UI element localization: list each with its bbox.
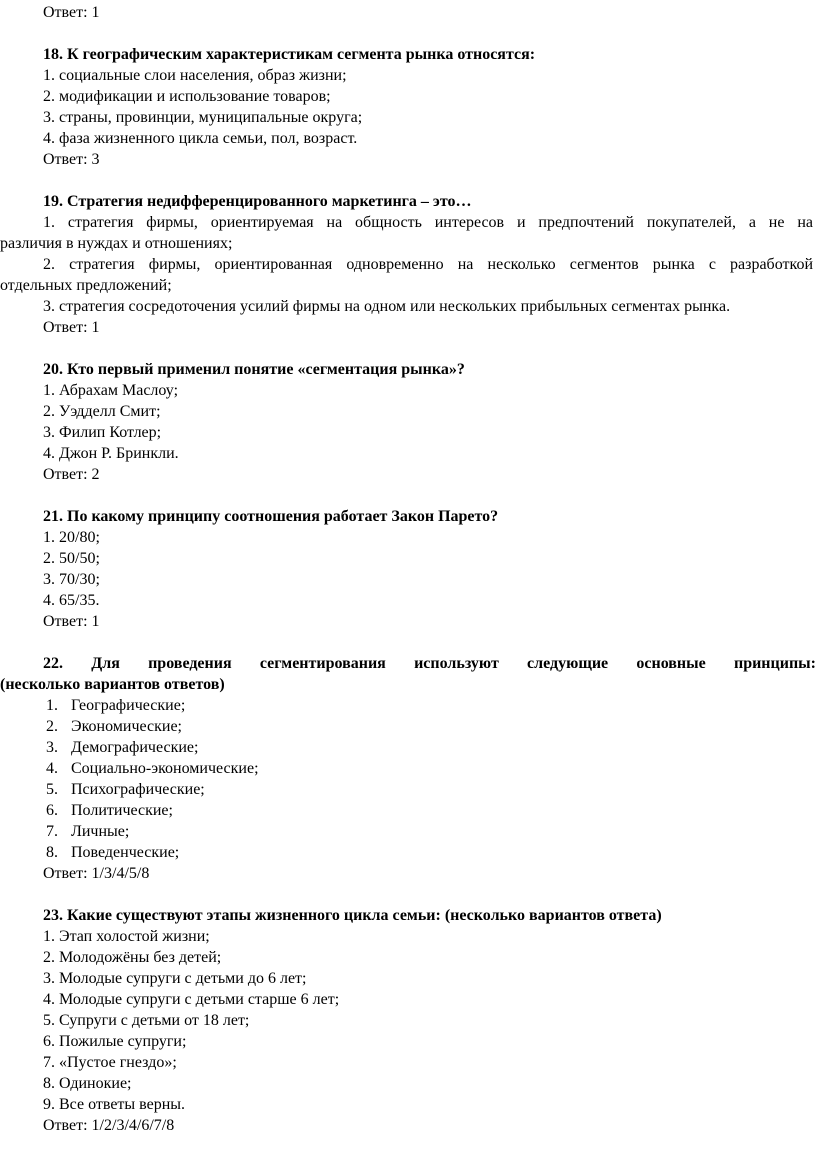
q22-option-2 [46, 716, 182, 737]
q23-title: 23. Какие существуют этапы жизненного цикла семьи: (несколько вариантов ответа) [43, 907, 662, 924]
q20-option-1: 1. Абрахам Маслоу; [43, 382, 179, 399]
q22-option-6-number: 6. [46, 802, 58, 819]
q22-option-7-text: Личные; [71, 823, 130, 840]
q21-option-1: 1. 20/80; [43, 529, 100, 546]
q23-option-8: 8. Одинокие; [43, 1075, 132, 1092]
q22-option-3 [46, 737, 198, 758]
q22-option-2-text: Экономические; [71, 718, 182, 735]
q21-option-3: 3. 70/30; [43, 571, 100, 588]
q22-option-1 [46, 695, 185, 716]
q18-option-1: 1. социальные слои населения, образ жизни; [43, 67, 347, 84]
q22-option-6 [46, 800, 173, 821]
q19-option-3: 3. стратегия сосредоточения усилий фирмы на одном или нескольких прибыльных сегментах рынка. [43, 298, 731, 315]
q18-title: 18. К географическим характеристикам сегмента рынка относятся: [43, 46, 536, 63]
q18-option-3: 3. страны, провинции, муниципальные округа; [43, 109, 363, 126]
q23-option-2: 2. Молодожёны без детей; [43, 949, 222, 966]
q20-title: 20. Кто первый применил понятие «сегментация рынка»? [43, 361, 465, 378]
q19-option-2-line-2: отдельных предложений; [0, 277, 172, 294]
q21-option-4: 4. 65/35. [43, 592, 100, 609]
q22-option-1-text: Географические; [71, 697, 186, 714]
q20-answer: Ответ: 2 [43, 466, 100, 483]
q23-option-9: 9. Все ответы верны. [43, 1096, 186, 1113]
q22-option-5 [46, 779, 205, 800]
q23-option-5: 5. Супруги с детьми от 18 лет; [43, 1012, 250, 1029]
q22-option-4-number: 4. [46, 760, 58, 777]
q17-answer: Ответ: 1 [43, 4, 100, 21]
q22-option-6-text: Политические; [71, 802, 173, 819]
q22-option-2-number: 2. [46, 718, 58, 735]
q19-title: Стратегия недифференцированного маркетинга – это… [67, 193, 472, 210]
q18-answer: Ответ: 3 [43, 151, 100, 168]
q22-option-8-number: 8. [46, 844, 58, 861]
q21-answer: Ответ: 1 [43, 613, 100, 630]
q19-title-line [43, 191, 471, 212]
q22-answer: Ответ: 1/3/4/5/8 [43, 865, 150, 882]
q19-option-1-line-2: различия в нуждах и отношениях; [0, 235, 233, 252]
q22-option-3-number: 3. [46, 739, 58, 756]
q21-title: 21. По какому принципу соотношения работает Закон Парето? [43, 508, 499, 525]
q20-option-3: 3. Филип Котлер; [43, 424, 162, 441]
q22-title-line-1: 22. Для проведения сегментирования используют следующие основные принципы: [43, 655, 816, 672]
q19-option-1-line-1: 1. стратегия фирмы, ориентируемая на общность интересов и предпочтений покупателей, а не на [43, 214, 813, 231]
q23-option-7: 7. «Пустое гнездо»; [43, 1054, 177, 1071]
q23-option-3: 3. Молодые супруги с детьми до 6 лет; [43, 970, 307, 987]
q20-option-4: 4. Джон Р. Бринкли. [43, 445, 179, 462]
q21-option-2: 2. 50/50; [43, 550, 100, 567]
q18-option-2: 2. модификации и использование товаров; [43, 88, 331, 105]
q22-option-4-text: Социально-экономические; [71, 760, 259, 777]
q23-option-1: 1. Этап холостой жизни; [43, 928, 210, 945]
q19-answer: Ответ: 1 [43, 319, 100, 336]
q23-option-4: 4. Молодые супруги с детьми старше 6 лет; [43, 991, 340, 1008]
q22-option-5-text: Психографические; [71, 781, 205, 798]
q22-option-3-text: Демографические; [71, 739, 199, 756]
q18-option-4: 4. фаза жизненного цикла семьи, пол, возраст. [43, 130, 358, 147]
q22-option-1-number: 1. [46, 697, 58, 714]
q19-number: 19. [43, 193, 63, 210]
q22-option-5-number: 5. [46, 781, 58, 798]
q19-option-2-line-1: 2. стратегия фирмы, ориентированная одновременно на несколько сегментов рынка с разработкой [43, 256, 813, 273]
q23-option-6: 6. Пожилые супруги; [43, 1033, 187, 1050]
q22-option-8 [46, 842, 179, 863]
q22-option-8-text: Поведенческие; [71, 844, 180, 861]
q22-option-7-number: 7. [46, 823, 58, 840]
q22-option-7 [46, 821, 129, 842]
q22-title-line-2: (несколько вариантов ответов) [0, 676, 225, 693]
q23-answer: Ответ: 1/2/3/4/6/7/8 [43, 1117, 175, 1134]
q22-option-4 [46, 758, 259, 779]
q20-option-2: 2. Уэдделл Смит; [43, 403, 161, 420]
